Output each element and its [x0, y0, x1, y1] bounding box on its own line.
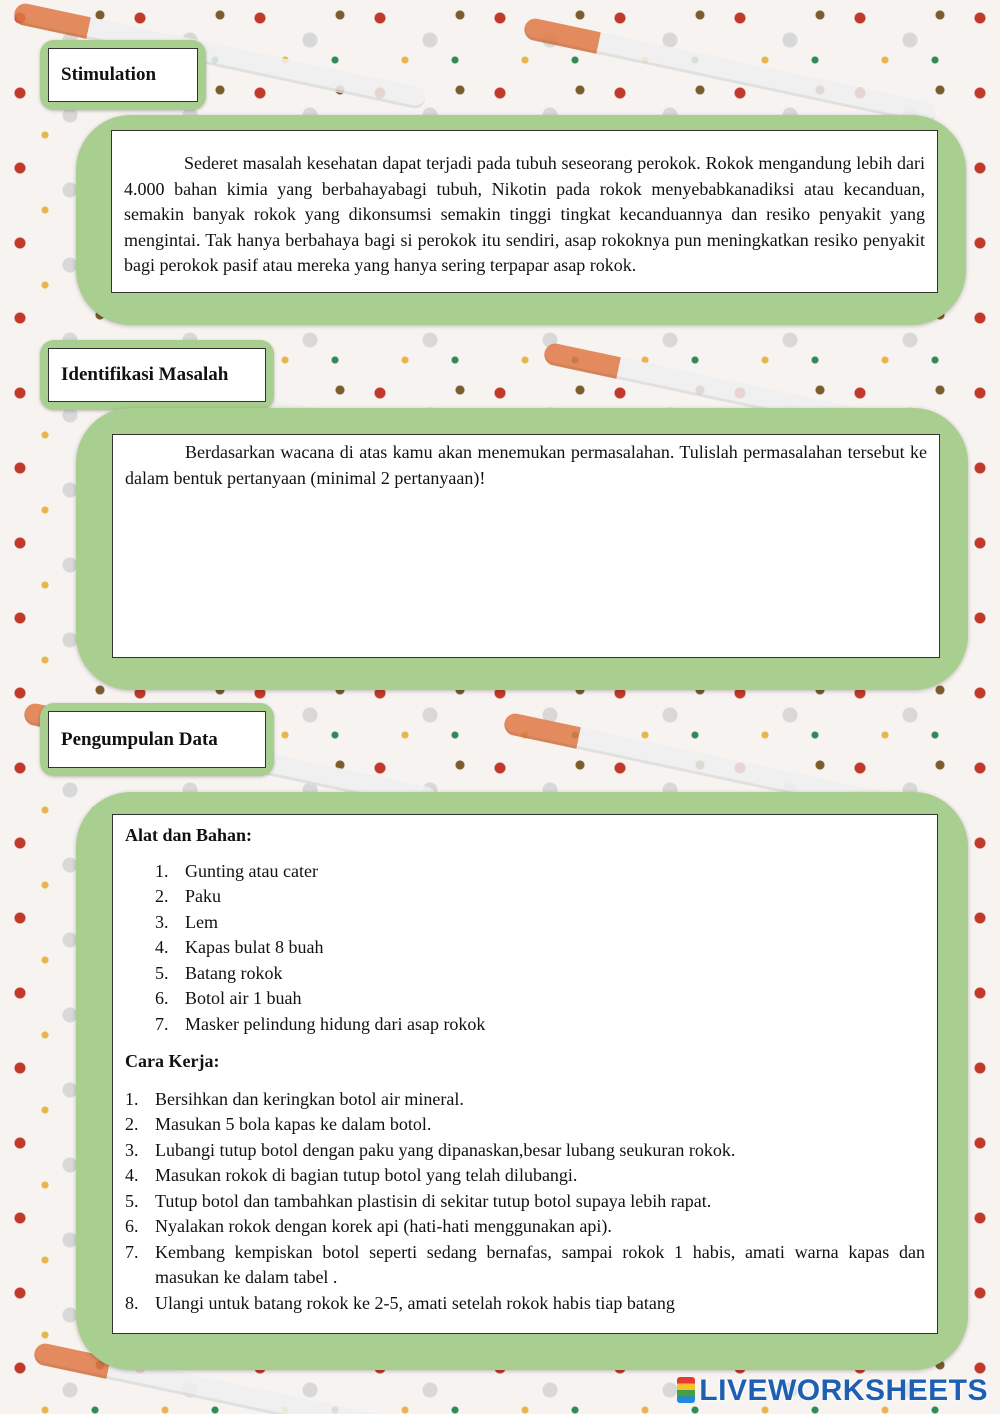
cara-heading: Cara Kerja:	[125, 1051, 220, 1071]
alat-heading: Alat dan Bahan:	[125, 825, 253, 845]
pengumpulan-panel	[76, 792, 968, 1370]
alat-item: 6. Botol air 1 buah	[155, 988, 302, 1008]
alat-item: 4. Kapas bulat 8 buah	[155, 937, 324, 957]
stimulation-label-frame	[40, 40, 206, 110]
cara-item: 5. Tutup botol dan tambahkan plastisin di sekitar tutup botol supaya lebih rapat.	[125, 1190, 712, 1211]
alat-item: 7. Masker pelindung hidung dari asap rokok	[155, 1013, 486, 1034]
cara-item: 8. Ulangi untuk batang rokok ke 2-5, amati setelah rokok habis tiap batang	[125, 1292, 675, 1313]
alat-item: 2. Paku	[155, 886, 221, 906]
liveworksheets-watermark: LIVEWORKSHEETS	[677, 1374, 988, 1408]
identifikasi-answer-box[interactable]	[112, 434, 940, 658]
stimulation-textbox	[111, 130, 938, 293]
identifikasi-instruction: Berdasarkan wacana di atas kamu akan menemukan permasalahan. Tulislah permasalahan tersebut ke dalam bentuk pertanyaan (minimal 2 pertanyaan)!	[125, 442, 927, 488]
alat-item: 3. Lem	[155, 911, 218, 932]
cara-item: 6. Nyalakan rokok dengan korek api (hati-hati menggunakan api).	[125, 1216, 612, 1236]
alat-item: 5. Batang rokok	[155, 962, 283, 983]
cara-item: 2. Masukan 5 bola kapas ke dalam botol.	[125, 1114, 432, 1134]
cara-item: 3. Lubangi tutup botol dengan paku yang dipanaskan,besar lubang seukuran rokok.	[125, 1139, 736, 1160]
stimulation-label: Stimulation	[48, 48, 198, 102]
cigarette-decoration	[522, 17, 937, 126]
cara-item: 4. Masukan rokok di bagian tutup botol yang telah dilubangi.	[125, 1165, 578, 1185]
identifikasi-label-frame	[40, 340, 274, 410]
liveworksheets-logo-icon	[677, 1377, 695, 1403]
cara-item: 7. Kembang kempiskan botol seperti sedang bernafas, sampai rokok 1 habis, amati warna kapas dan masukan ke dalam tabel .	[125, 1241, 925, 1287]
cara-list	[125, 1087, 925, 1317]
alat-list	[125, 859, 925, 1038]
pengumpulan-label: Pengumpulan Data	[48, 711, 266, 768]
stimulation-text: Sederet masalah kesehatan dapat terjadi pada tubuh seseorang perokok. Rokok mengandung lebih dari 4.000 bahan kimia yang berbahayabagi tubuh, Nikotin pada rokok menyebabkanadiksi atau kecanduan, semakin banyak rokok yang dikonsumsi semakin tinggi tingkat kecanduannya dan resiko penyakit yang mengintai. Tak hanya berbahaya bagi si perokok itu sendiri, asap rokoknya pun meningkatkan resiko penyakit bagi perokok pasif atau mereka yang hanya sering terpapar asap rokok.	[124, 153, 925, 275]
identifikasi-label: Identifikasi Masalah	[48, 348, 266, 402]
pengumpulan-label-frame	[40, 703, 274, 776]
pengumpulan-textbox	[112, 814, 938, 1334]
alat-item: 1. Gunting atau cater	[155, 860, 318, 881]
cara-item: 1. Bersihkan dan keringkan botol air mineral.	[125, 1088, 464, 1109]
identifikasi-panel	[76, 408, 968, 690]
stimulation-panel	[76, 115, 966, 325]
